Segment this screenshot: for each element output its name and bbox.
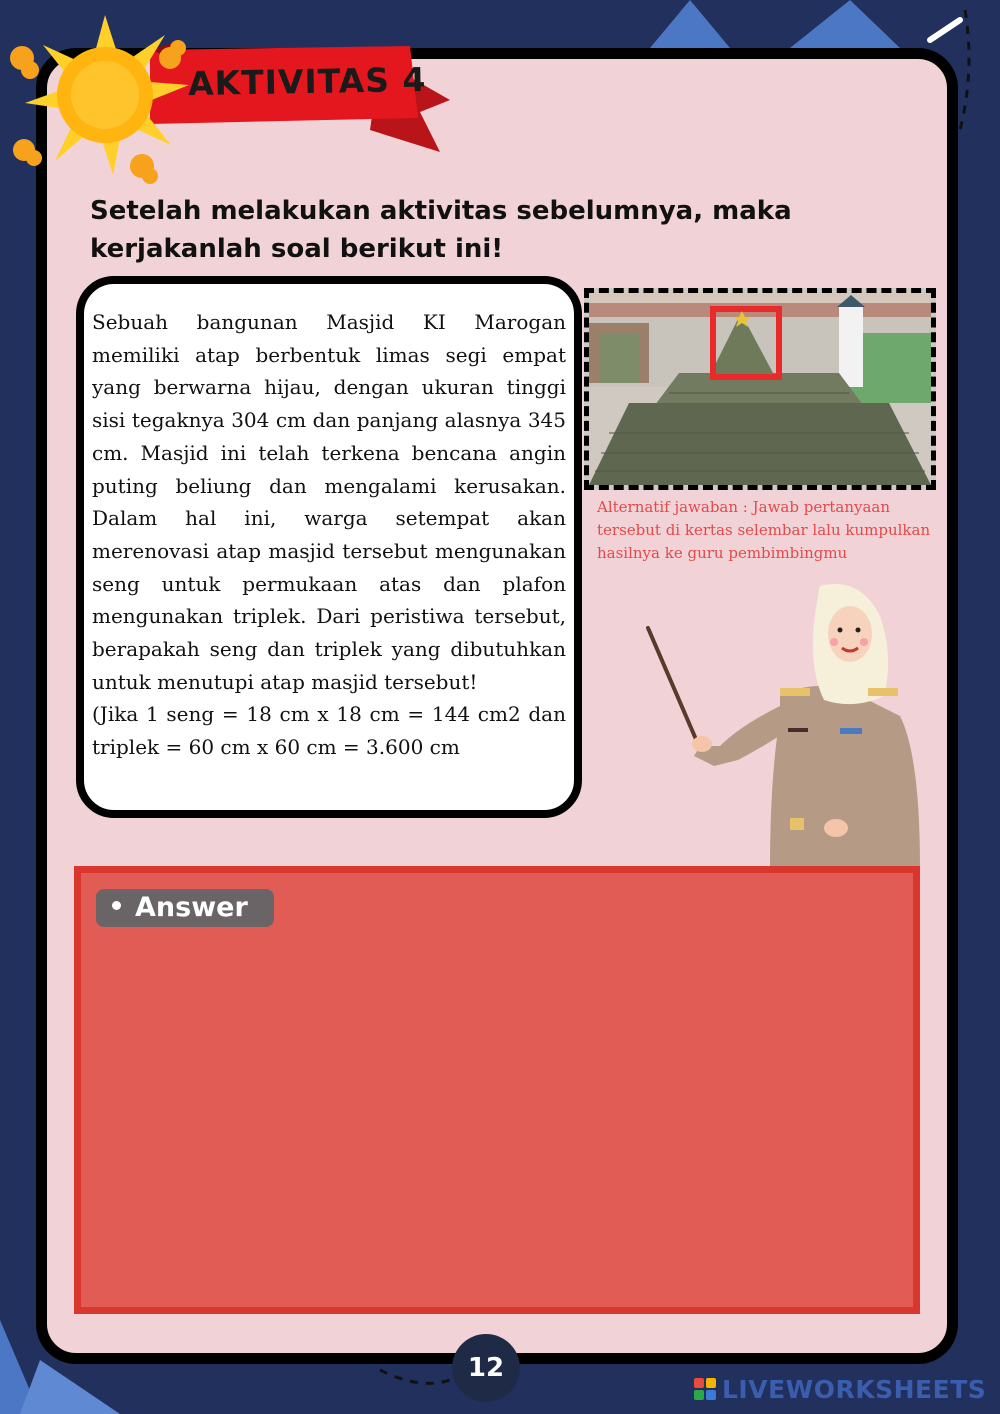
page-number: 12 xyxy=(452,1334,520,1402)
activity-title: AKTIVITAS 4 xyxy=(187,59,427,104)
mosque-photo xyxy=(584,288,936,490)
instruction-text: Setelah melakukan aktivitas sebelumnya, maka kerjakanlah soal berikut ini! xyxy=(90,196,792,264)
problem-box xyxy=(76,276,582,818)
problem-note: (Jika 1 seng = 18 cm x 18 cm = 144 cm2 dan triplek = 60 cm x 60 cm = 3.600 cm xyxy=(92,702,566,760)
hint-text: Alternatif jawaban : Jawab pertanyaan tersebut di kertas selembar lalu kumpulkan hasilnya ke guru pembimbingmu xyxy=(597,498,931,562)
bullet-dot-icon xyxy=(112,901,121,910)
mosque-roof-image xyxy=(589,293,931,485)
problem-text: Sebuah bangunan Masjid KI Marogan memiliki atap berbentuk limas segi empat yang berwarna hijau, dengan ukuran tinggi sisi tegaknya 304 cm dan panjang alasnya 345 cm. Masjid ini telah terkena bencana angin puting beliung dan mengalami kerusakan. Dalam hal ini, warga setempat akan merenovasi atap masjid tersebut mengunakan seng untuk permukaan atas dan plafon mengunakan triplek. Dari peristiwa tersebut, berapakah seng dan triplek yang dibutuhkan untuk menutupi atap masjid tersebut! xyxy=(92,310,566,694)
answer-input-area[interactable] xyxy=(74,866,920,1314)
liveworksheets-logo xyxy=(694,1374,986,1404)
liveworksheets-wordmark: LIVEWORKSHEETS xyxy=(722,1374,987,1404)
liveworksheets-icon xyxy=(694,1378,716,1400)
answer-label-text: Answer xyxy=(135,892,248,923)
teacher-illustration xyxy=(640,576,940,868)
answer-label xyxy=(96,889,274,927)
